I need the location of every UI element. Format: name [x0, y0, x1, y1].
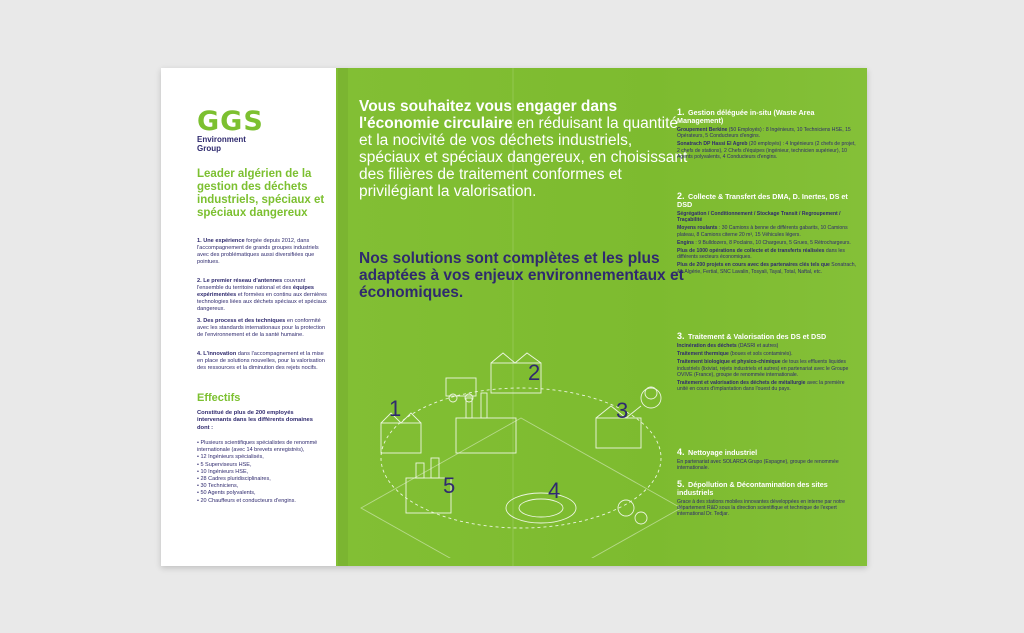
point-2-bold: 2. Le premier réseau d'antennes: [197, 278, 283, 284]
section-2: [677, 192, 857, 275]
section-para: [677, 248, 857, 260]
para-text: (20 employés) : 4 Ingénieurs (2 chefs de projet, 2 chefs de stations), 2 Chefs d'équipes (ingénieur, technicien supérieur), 10 Agents polyvalents, 4 Conducteurs d'engins.: [677, 141, 856, 160]
headline: [359, 98, 689, 200]
point-4-text: dans l'accompagnement et la mise en place de solutions nouvelles, pour la valorisation des ressources et la diminution des rejets nocifs.: [197, 351, 325, 371]
headline-blue: Nos solutions sont complètes et les plus adaptées à vos enjeux environnementaux et économiques.: [359, 250, 684, 301]
section-title: [677, 108, 857, 125]
para-text: : 9 Bulldozers, 8 Poclains, 10 Chargeurs, 5 Grues, 5 Rétrochargeurs.: [693, 239, 851, 246]
point-4: [197, 351, 327, 372]
para-text: dans les différents secteurs économiques.: [677, 248, 845, 261]
para-text: : 30 Camions à benne de différents gabarits, 10 Camions plateau, 8 Camions citerne 20 m³, 15 Véhicules légers.: [677, 225, 848, 238]
point-2-bold2: équipes expérimentées: [197, 285, 315, 298]
logo-sub2: Group: [197, 144, 221, 153]
para-bold: Groupement Berkine: [677, 127, 728, 133]
illus-num-3: 3: [616, 398, 629, 423]
eff-item: • 5 Superviseurs HSE,: [197, 461, 252, 468]
illus-num-2: 2: [528, 360, 541, 385]
section-title-text: Traitement & Valorisation des DS et DSD: [688, 332, 827, 341]
para-text: (boues et sols contaminés).: [728, 351, 793, 358]
para-bold: Traitement biologique et physico-chimique: [677, 359, 781, 366]
para-bold: Plus de 200 projets en cours avec des partenaires clés tels que: [677, 262, 830, 269]
section-title: [677, 332, 857, 341]
para-text: Sonatrach, Air Algérie, Fertial, SNC Lavalin, Tosyali, Tayal, Total, Naftal, etc.: [677, 262, 856, 275]
point-3-bold: 3. Des process et des techniques: [197, 318, 286, 324]
section-4: [677, 448, 857, 471]
left-panel: [161, 68, 336, 566]
fold-shadow: [338, 68, 348, 566]
section-para: [677, 359, 857, 378]
section-para: [677, 459, 857, 471]
illus-num-1: 1: [389, 396, 402, 421]
section-title: [677, 192, 857, 209]
para-bold: Traitement thermique: [677, 351, 729, 358]
section-title-text: Collecte & Transfert des DMA, D. Inertes, DS et DSD: [677, 192, 848, 209]
eff-item: • Plusieurs scientifiques spécialistes de renommé internationale (avec 14 brevets enregistrés),: [197, 440, 318, 454]
para-text: (DASRI et autres): [736, 343, 779, 349]
effectifs-list: [197, 440, 332, 505]
para-bold: Plus de 1000 opérations de collecte et de transferts réalisées: [677, 248, 825, 255]
section-para: [677, 240, 857, 246]
section-title: [677, 448, 857, 457]
headline-bold: Vous souhaitez vous engager dans l'économie circulaire: [359, 98, 618, 132]
eff-item: • 28 Cadres pluridisciplinaires,: [197, 476, 271, 483]
illus-num-4: 4: [548, 478, 561, 503]
illus-num-5: 5: [443, 473, 456, 498]
section-title: [677, 480, 857, 497]
point-3-text: en conformité avec les standards internationaux pour la protection de l'environnement et de la santé humaine.: [197, 318, 326, 338]
section-title-text: Nettoyage industriel: [688, 448, 758, 457]
point-3: [197, 318, 327, 339]
para-text: (50 Employés) : 8 Ingénieurs, 10 Techniciens HSE, 15 Opérateurs, 5 Conducteurs d'engins.: [677, 127, 851, 140]
industrial-illustration: [351, 308, 691, 558]
para-text: avec la première unité en cours d'implantation dans l'ouest du pays.: [677, 380, 845, 393]
section-para: [677, 127, 857, 139]
section-title-text: Dépollution & Décontamination des sites industriels: [677, 480, 828, 497]
left-heading: Leader algérien de la gestion des déchets industriels, spéciaux et spéciaux dangereux: [197, 168, 325, 219]
section-5: [677, 480, 857, 518]
section-para: [677, 351, 857, 357]
section-3: [677, 332, 857, 392]
section-para: [677, 141, 857, 160]
eff-item: • 50 Agents polyvalents,: [197, 490, 256, 497]
point-2-text: couvrant l'ensemble du territoire national et des: [197, 278, 306, 291]
point-1: [197, 238, 327, 266]
para-text: En partenariat avec SOLARCA Grupo (Espagne), groupe de renommée internationale.: [677, 459, 839, 472]
section-number: 5.: [677, 479, 685, 489]
section-number: 1.: [677, 107, 685, 117]
point-1-bold: 1. Une expérience: [197, 238, 245, 244]
para-text: de tous les effluents liquides industriels (lixiviat, rejets industriels et autres) en partenariat avec le Groupe OVIVE (France), groupe de renommée internationale.: [677, 359, 849, 378]
section-title-text: Gestion déléguée in-situ (Waste Area Management): [677, 108, 815, 125]
point-1-text: forgée depuis 2012, dans l'accompagnement de grands groupes industriels avec des problématiques aussi diversifiées que pointues.: [197, 238, 319, 265]
point-2: [197, 278, 327, 313]
section-para: [677, 262, 857, 274]
para-bold: Incinération des déchets: [677, 343, 737, 349]
section-number: 2.: [677, 191, 685, 201]
headline-rest: en réduisant la quantité et la nocivité de vos déchets industriels, spéciaux et spéciaux dangereux, en choisissant des filières de traitement conformes et privilégiant la valorisation.: [359, 115, 688, 200]
section-1: [677, 108, 857, 160]
logo-mark: GGS: [197, 106, 264, 137]
para-bold: Moyens roulants: [677, 225, 718, 232]
section-para: [677, 225, 857, 237]
section-para: [677, 343, 857, 349]
para-bold: Traitement et valorisation des déchets de métallurgie: [677, 380, 806, 387]
brochure: [161, 68, 867, 566]
para-text: Grace à des stations mobiles innovantes développées en interne par notre département R&D sous la direction scientifique et technique de l'expert international Dr. Tedjar.: [677, 499, 845, 518]
logo-sub1: Environment: [197, 135, 246, 144]
eff-item: • 30 Techniciens,: [197, 483, 239, 490]
ggs-logo: [197, 108, 264, 153]
para-bold: Engins: [677, 239, 694, 246]
section-para: [677, 499, 857, 518]
section-para: [677, 380, 857, 392]
eff-item: • 12 Ingénieurs spécialisés,: [197, 454, 264, 461]
point-2-end: et formées en continu aux dernières technologies liées aux déchets spéciaux et spéciaux dangereux.: [197, 292, 327, 312]
effectifs-heading: Effectifs: [197, 392, 241, 404]
eff-item: • 20 Chauffeurs et conducteurs d'engins.: [197, 497, 296, 504]
section-number: 4.: [677, 447, 685, 457]
section-subtitle: Ségrégation / Conditionnement / Stockage Transit / Regroupement / Traçabilité: [677, 211, 841, 224]
para-bold: Sonatrach DP Hassi El Agreb: [677, 141, 748, 148]
point-4-bold: 4. L'innovation: [197, 351, 237, 357]
section-number: 3.: [677, 331, 685, 341]
eff-item: • 10 Ingénieurs HSE,: [197, 468, 249, 475]
effectifs-sub: Constitué de plus de 200 employés intervenants dans les différents domaines dont :: [197, 410, 313, 431]
